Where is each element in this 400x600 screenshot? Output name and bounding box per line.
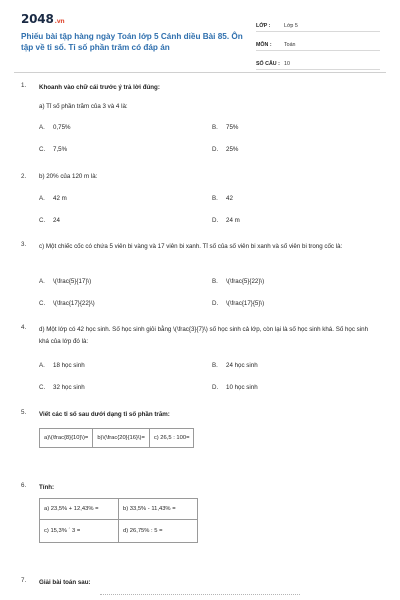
option-a[interactable]: A. 18 học sinh (39, 362, 85, 369)
option-a[interactable]: A. 0,75% (39, 124, 71, 131)
meta-label: LỚP : (256, 23, 271, 29)
header-divider (14, 72, 386, 73)
table-row (40, 520, 198, 543)
question-number: 2. (21, 173, 27, 180)
site-logo[interactable] (21, 12, 64, 26)
table-row (40, 429, 194, 448)
option-b[interactable]: B. 42 (212, 195, 233, 202)
option-d[interactable]: D. 24 m (212, 217, 240, 224)
table-row (40, 499, 198, 520)
option-d[interactable]: D. 25% (212, 146, 239, 153)
answer-dotted-line (100, 594, 300, 595)
meta-value: 10 (284, 61, 290, 67)
worksheet-title: Phiếu bài tập hàng ngày Toán lớp 5 Cánh diều Bài 85. Ôn tập về tỉ số. Tỉ số phần trăm có đáp án (21, 32, 243, 52)
meta-row-class (256, 15, 380, 32)
question-text: Tính: (39, 484, 55, 491)
option-b[interactable]: B. 24 học sinh (212, 362, 258, 369)
meta-row-count (256, 53, 380, 70)
option-d[interactable]: D. 10 học sinh (212, 384, 258, 391)
question-number: 6. (21, 482, 27, 489)
question-text: Giải bài toán sau: (39, 579, 91, 586)
meta-label: SỐ CÂU : (256, 61, 280, 67)
option-a[interactable]: A. \(\frac{5}{17}\) (39, 278, 92, 285)
q5-answer-table (39, 428, 194, 448)
sub-question: b) 20% của 120 m là: (39, 173, 98, 180)
table-cell[interactable]: a)\(\frac{8}{10}\)= (40, 429, 93, 448)
table-cell[interactable]: b)\(\frac{20}{16}\)= (93, 429, 150, 448)
sub-question: a) Tỉ số phần trăm của 3 và 4 là: (39, 103, 128, 110)
option-c[interactable]: C. 7,5% (39, 146, 68, 153)
question-number: 4. (21, 324, 27, 331)
option-b[interactable]: B. 75% (212, 124, 239, 131)
question-number: 1. (21, 82, 27, 89)
table-cell[interactable]: d) 26,75% : 5 = (119, 520, 198, 543)
meta-value: Toán (284, 42, 296, 48)
question-number: 7. (21, 577, 27, 584)
question-number: 3. (21, 241, 27, 248)
question-text: c) Một chiếc cốc có chứa 5 viên bi vàng và 17 viên bi xanh. Tỉ số của số viên bi xanh và số viên bi trong cốc là: (39, 243, 343, 250)
table-cell[interactable]: c) 26,5 : 100= (149, 429, 194, 448)
table-cell[interactable]: c) 15,3% ´ 3 = (40, 520, 119, 543)
option-b[interactable]: B. \(\frac{5}{22}\) (212, 278, 265, 285)
option-c[interactable]: C. \(\frac{17}{22}\) (39, 300, 95, 307)
option-d[interactable]: D. \(\frac{17}{5}\) (212, 300, 265, 307)
meta-value: Lớp 5 (284, 23, 298, 29)
logo-sub: .vn (54, 18, 65, 25)
question-text: d) Một lớp có 42 học sinh. Số học sinh giỏi bằng \(\frac{3}{7}\) số học sinh cả lớp, còn lại là số học sinh khá. Số học sinh khá của lớp đó là: (39, 326, 369, 345)
question-number: 5. (21, 409, 27, 416)
question-text: Viết các tỉ số sau dưới dạng tỉ số phần trăm: (39, 411, 170, 418)
question-text: Khoanh vào chữ cái trước ý trả lời đúng: (39, 84, 160, 91)
table-cell[interactable]: a) 23,5% + 12,43% = (40, 499, 119, 520)
option-c[interactable]: C. 32 học sinh (39, 384, 85, 391)
q6-calc-table (39, 498, 198, 543)
meta-row-subject (256, 34, 380, 51)
table-cell[interactable]: b) 33,5% - 11,43% = (119, 499, 198, 520)
worksheet-meta (256, 15, 380, 72)
option-c[interactable]: C. 24 (39, 217, 60, 224)
meta-label: MÔN : (256, 42, 272, 48)
logo-main: 2048 (21, 12, 54, 26)
option-a[interactable]: A. 42 m (39, 195, 67, 202)
